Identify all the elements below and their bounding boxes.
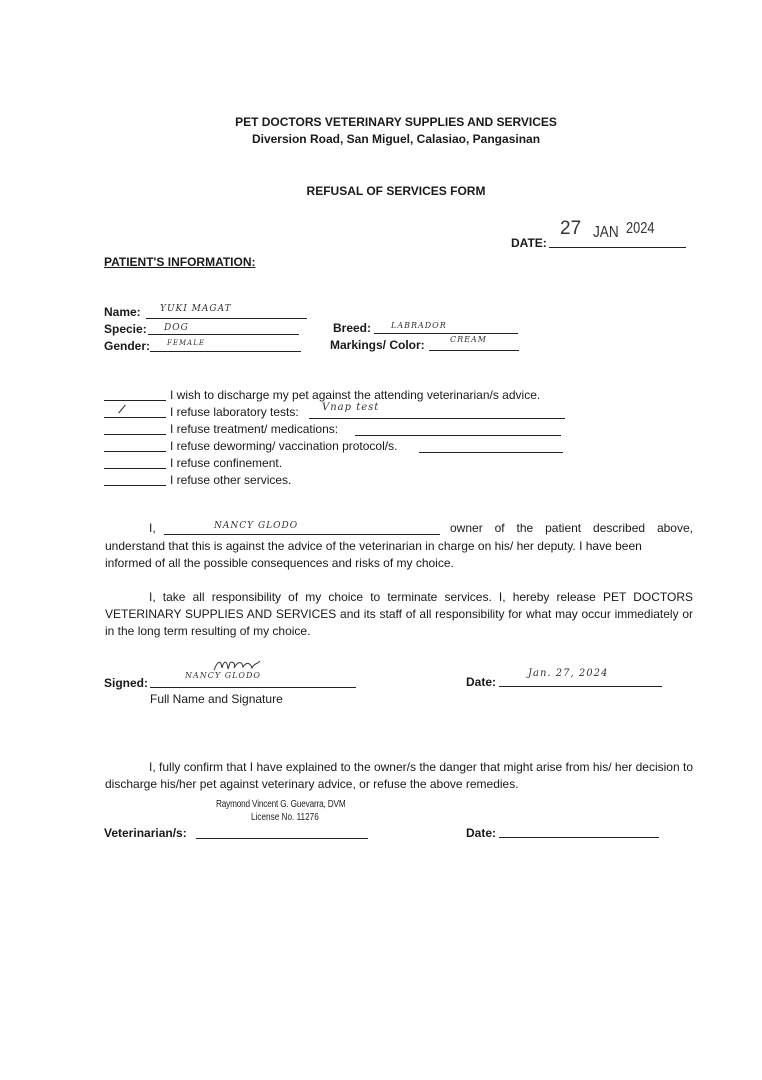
option-blank[interactable]: [104, 485, 166, 486]
owner-name-value: NANCY GLODO: [214, 521, 299, 531]
i-label: I,: [149, 521, 156, 535]
option-label: I refuse laboratory tests:: [170, 405, 299, 419]
responsibility-paragraph: [105, 589, 693, 640]
name-value: YUKI MAGAT: [160, 304, 232, 314]
owner-name-line: [164, 534, 440, 535]
check-mark-icon: /: [116, 400, 128, 418]
vet-label: Veterinarian/s:: [104, 826, 187, 840]
vet-name-stamp: Raymond Vincent G. Guevarra, DVM: [216, 799, 346, 810]
vet-license-stamp: License No. 11276: [251, 812, 319, 823]
sign-date-value: Jan. 27, 2024: [528, 668, 609, 679]
signed-label: Signed:: [104, 676, 148, 690]
clinic-address: Diversion Road, San Miguel, Calasiao, Pangasinan: [251, 132, 541, 146]
name-label: Name:: [104, 305, 141, 319]
sign-date-line: [499, 686, 662, 687]
specie-label: Specie:: [104, 322, 147, 336]
markings-value: CREAM: [450, 335, 487, 344]
patient-info-title: PATIENT'S INFORMATION:: [104, 255, 256, 269]
statement-line2: understand that this is against the advice of the veterinarian in charge on his/ her deputy. I have been: [105, 539, 642, 553]
statement-line3: informed of all the possible consequences and risks of my choice.: [105, 556, 454, 570]
option-detail-line[interactable]: [309, 418, 565, 419]
gender-label: Gender:: [104, 339, 151, 353]
breed-value: LABRADOR: [391, 321, 447, 330]
vet-confirmation-text: I, fully confirm that I have explained to the owner/s the danger that might arise from his/ her decision to discharge his/her pet against veterinary advice, or refuse the above remedies.: [105, 760, 693, 791]
signed-value: NANCY GLODO: [185, 671, 261, 680]
specie-value: DOG: [164, 323, 189, 333]
clinic-name: PET DOCTORS VETERINARY SUPPLIES AND SERVICES: [235, 115, 557, 129]
option-label: I refuse confinement.: [170, 456, 283, 470]
sign-date-label: Date:: [466, 675, 497, 689]
vet-date-line: [499, 837, 659, 838]
option-blank[interactable]: [104, 417, 166, 418]
option-label: I refuse other services.: [170, 473, 292, 487]
full-name-signature-label: Full Name and Signature: [150, 692, 283, 706]
responsibility-text: I, take all responsibility of my choice to terminate services. I, hereby release PET DOCTORS VETERINARY SUPPLIES AND SERVICES and its staff of all responsibility for what may occur immediately or in the long term resulting of my choice.: [105, 590, 693, 638]
date-label: DATE:: [511, 236, 547, 250]
markings-label: Markings/ Color:: [330, 338, 425, 352]
option-blank[interactable]: [104, 451, 166, 452]
date-month: JAN: [593, 224, 619, 241]
date-line: [549, 247, 686, 248]
vet-signature-line: [196, 838, 368, 839]
option-detail-line[interactable]: [355, 435, 561, 436]
specie-line: [148, 334, 299, 335]
breed-line: [374, 333, 518, 334]
signature-scribble: [212, 658, 262, 676]
markings-line: [429, 350, 519, 351]
option-detail-line[interactable]: [419, 452, 563, 453]
date-year: 2024: [626, 220, 655, 237]
form-title: REFUSAL OF SERVICES FORM: [306, 184, 486, 198]
statement-line1-rest: owner of the patient described above,: [450, 521, 693, 535]
name-line: [146, 318, 307, 319]
gender-value: FEMALE: [167, 339, 205, 347]
option-blank[interactable]: [104, 468, 166, 469]
breed-label: Breed:: [333, 321, 372, 335]
vet-confirmation-paragraph: [105, 759, 693, 793]
signed-line: [150, 687, 356, 688]
gender-line: [150, 351, 301, 352]
vet-date-label: Date:: [466, 826, 497, 840]
option-label: I wish to discharge my pet against the attending veterinarian/s advice.: [170, 388, 541, 402]
option-blank[interactable]: [104, 434, 166, 435]
option-detail-value: Vnap test: [322, 402, 380, 413]
option-label: I refuse treatment/ medications:: [170, 422, 339, 436]
date-day: 27: [560, 218, 582, 239]
option-blank[interactable]: [104, 400, 166, 401]
option-label: I refuse deworming/ vaccination protocol/s.: [170, 439, 398, 453]
